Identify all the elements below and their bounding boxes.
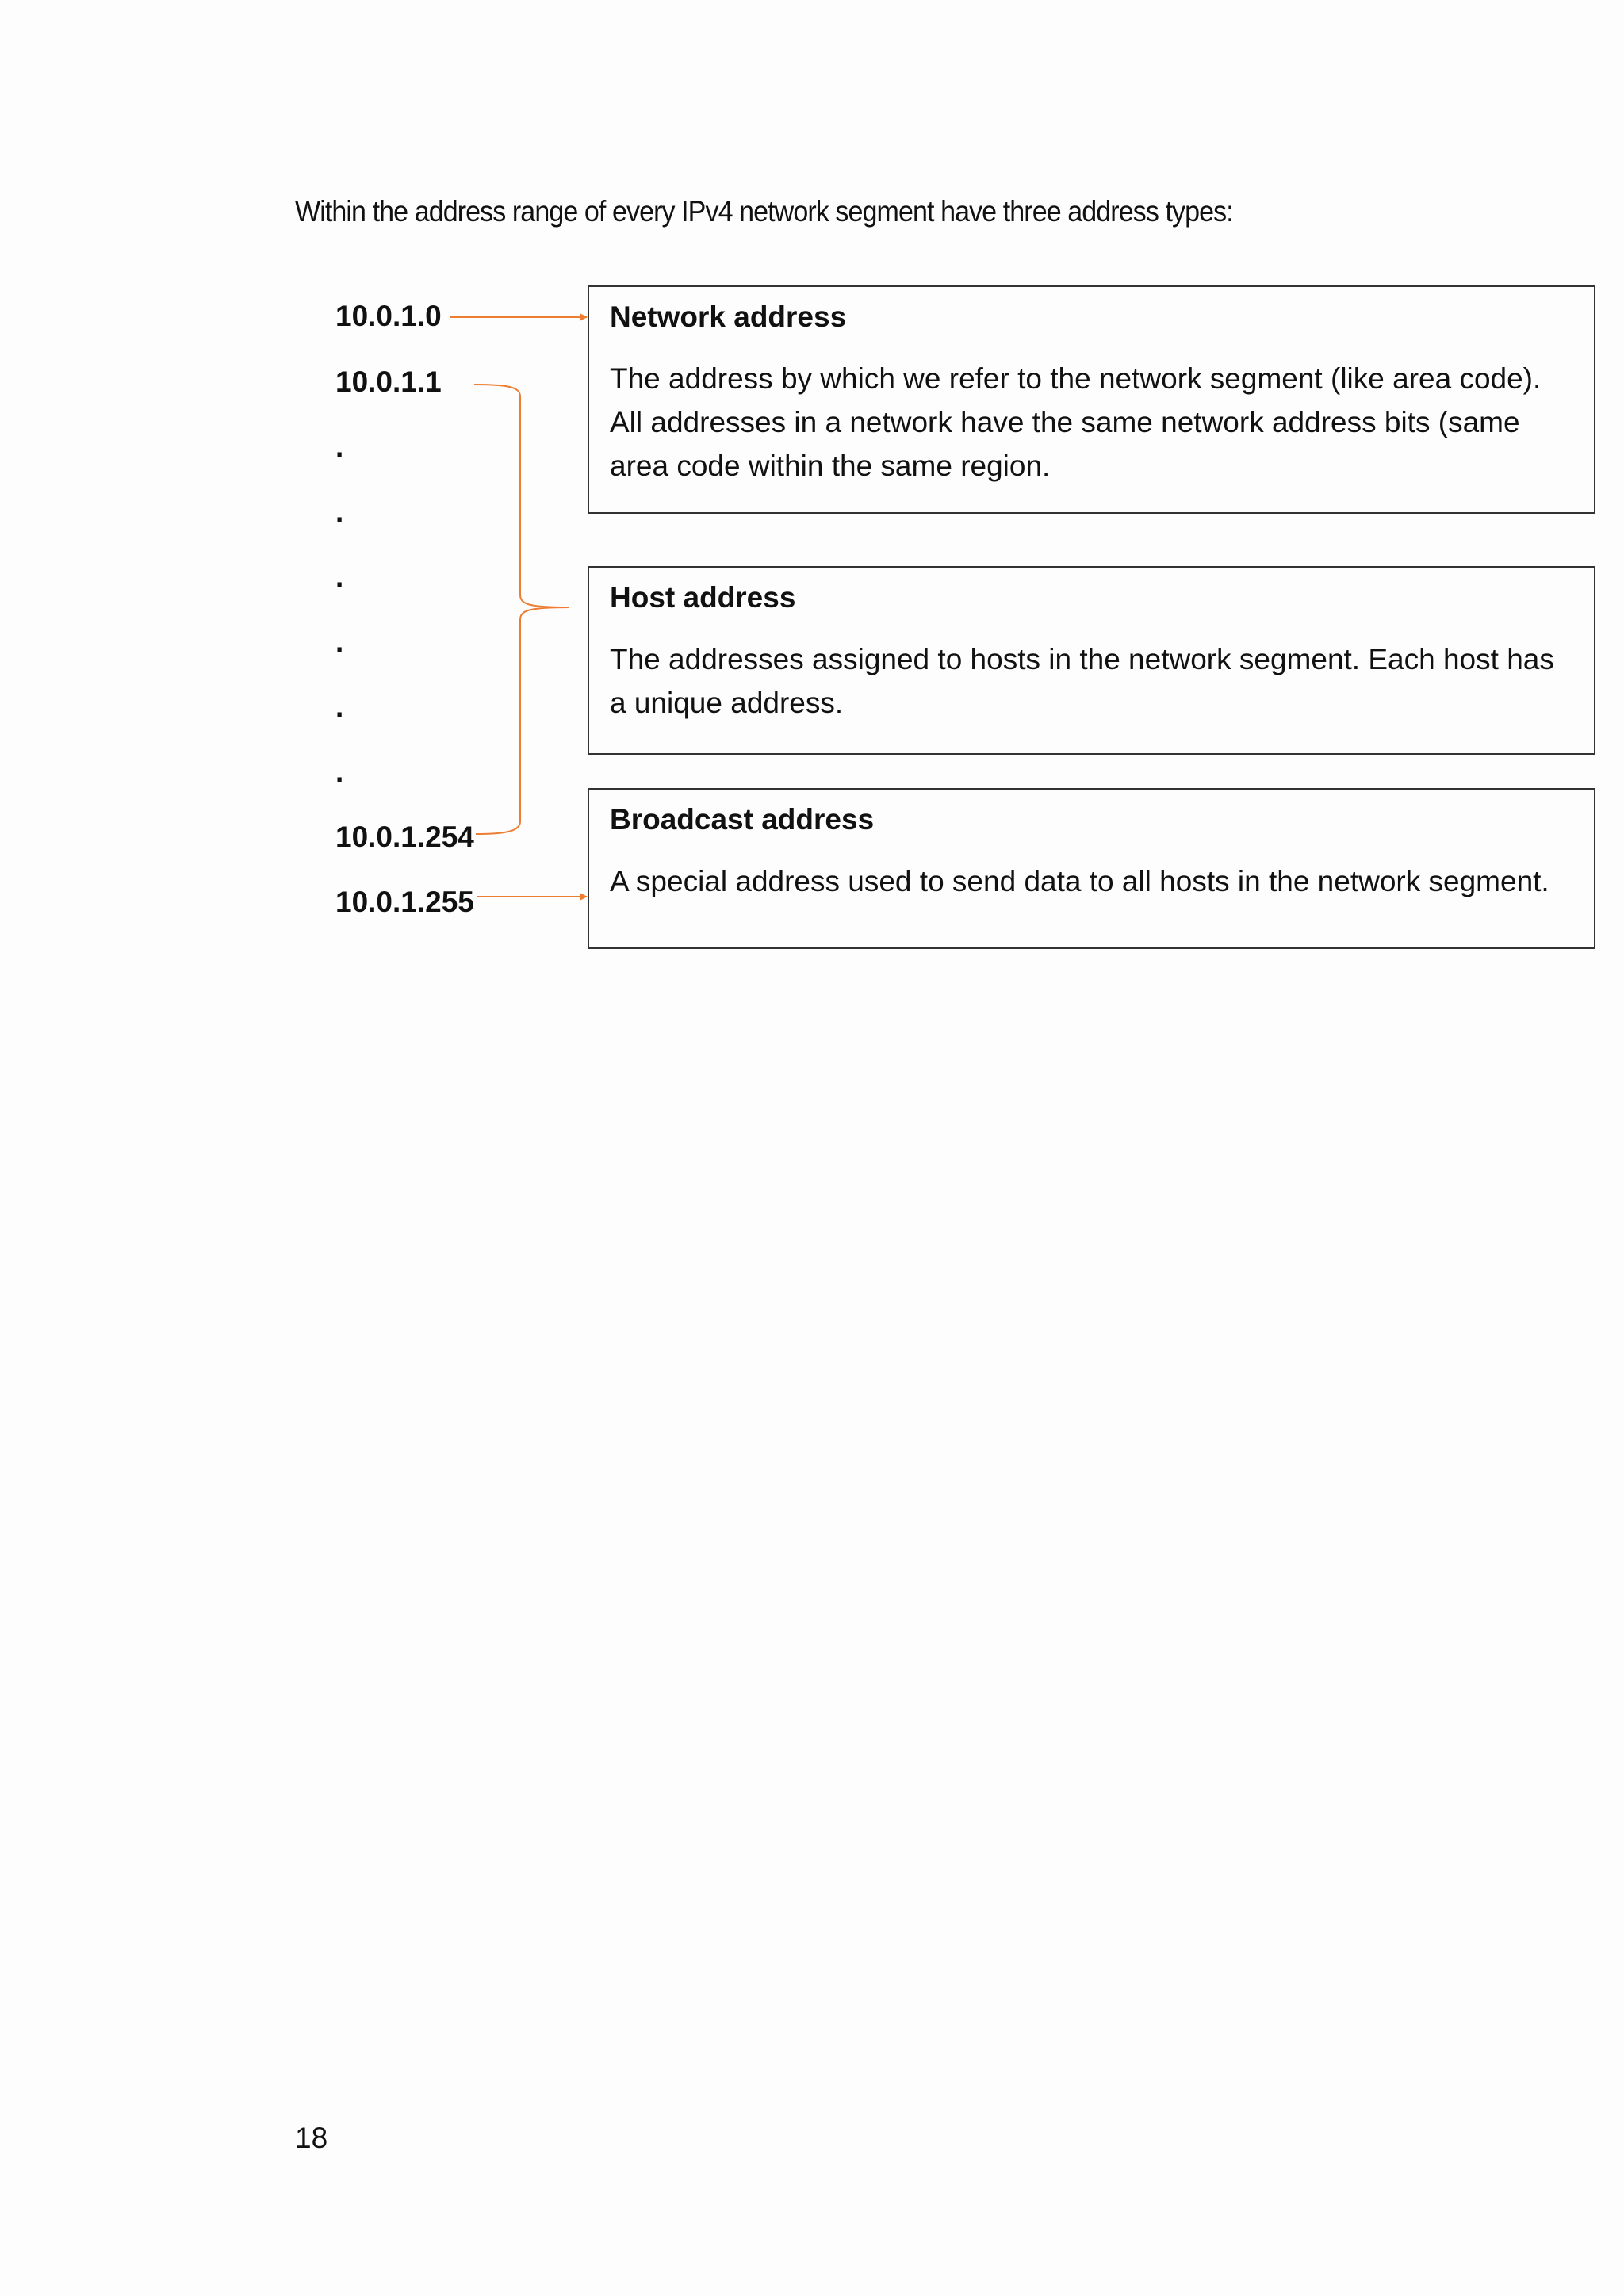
ellipsis-dot: . — [335, 691, 344, 723]
host-range-brace — [474, 385, 569, 834]
host-address-description: The addresses assigned to hosts in the network segment. Each host has a unique address. — [610, 643, 1554, 719]
ellipsis-dot: . — [335, 626, 344, 658]
address-last-host: 10.0.1.254 — [335, 821, 474, 853]
address-broadcast: 10.0.1.255 — [335, 886, 474, 918]
broadcast-address-description: A special address used to send data to all hosts in the network segment. — [610, 865, 1549, 897]
ellipsis-dot: . — [335, 561, 344, 593]
network-address-title: Network address — [610, 300, 847, 333]
ellipsis-dot: . — [335, 496, 344, 528]
network-address-description: The address by which we refer to the network segment (like area code). All addresses in a network have the same network address bits (same area code within the same region. — [610, 362, 1542, 482]
ellipsis-dot: . — [335, 756, 344, 788]
intro-text: Within the address range of every IPv4 network segment have three address types: — [295, 195, 1233, 228]
host-address-title: Host address — [610, 581, 796, 614]
address-network: 10.0.1.0 — [335, 300, 442, 332]
address-first-host: 10.0.1.1 — [335, 365, 442, 398]
broadcast-address-title: Broadcast address — [610, 803, 875, 836]
page-number: 18 — [295, 2122, 328, 2154]
ellipsis-dot: . — [335, 430, 344, 463]
